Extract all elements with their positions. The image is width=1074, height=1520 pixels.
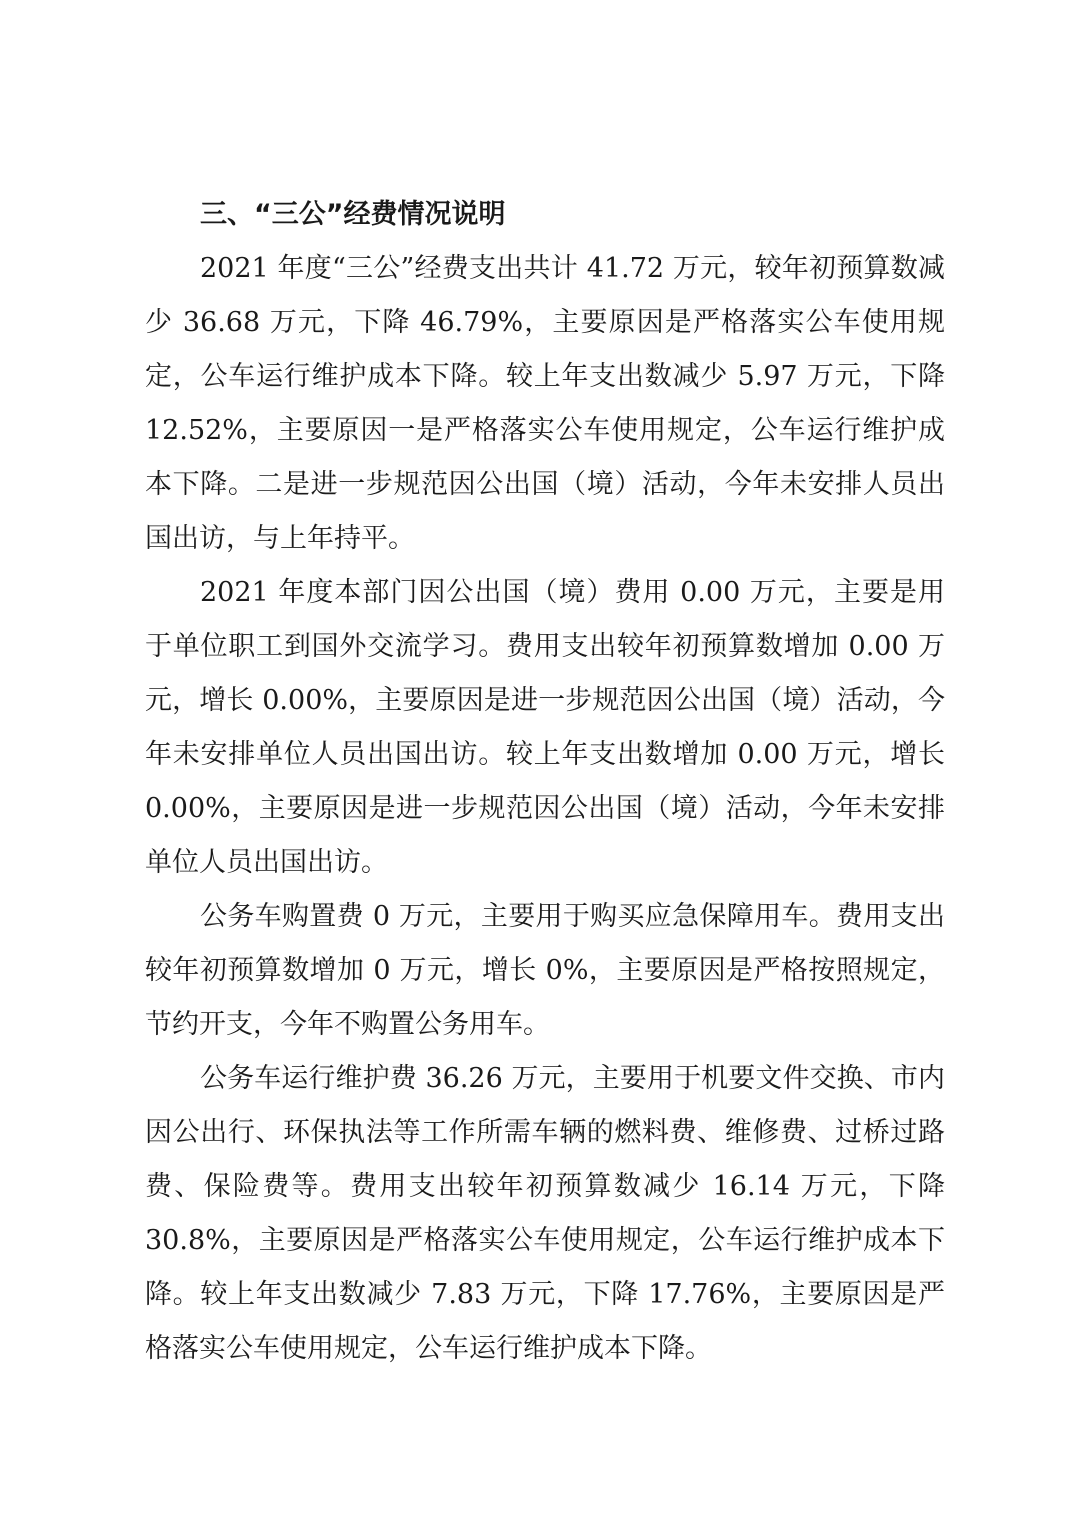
paragraph-overview: 2021 年度“三公”经费支出共计 41.72 万元，较年初预算数减少 36.68 万元，下降 46.79%，主要原因是严格落实公车使用规定，公车运行维护成本下降。较上年支出数减少 5.97 万元，下降 12.52%，主要原因一是严格落实公车使用规定，公车运行维护成本下降。二是进一步规范因公出国（境）活动，今年未安排人员出国出访，与上年持平。 [145, 253, 945, 554]
section-heading: 三、“三公”经费情况说明 [200, 199, 506, 230]
paragraph-overseas-travel: 2021 年度本部门因公出国（境）费用 0.00 万元，主要是用于单位职工到国外交流学习。费用支出较年初预算数增加 0.00 万元，增长 0.00%，主要原因是进一步规范因公出国（境）活动，今年未安排单位人员出国出访。较上年支出数增加 0.00 万元，增长 0.00%，主要原因是进一步规范因公出国（境）活动，今年未安排单位人员出国出访。 [145, 577, 945, 878]
paragraph-vehicle-maintenance: 公务车运行维护费 36.26 万元，主要用于机要文件交换、市内因公出行、环保执法等工作所需车辆的燃料费、维修费、过桥过路费、保险费等。费用支出较年初预算数减少 16.14 万元，下降 30.8%，主要原因是严格落实公车使用规定，公车运行维护成本下降。较上年支出数减少 7.83 万元，下降 17.76%，主要原因是严格落实公车使用规定，公车运行维护成本下降。 [145, 1063, 945, 1364]
document-body [145, 188, 945, 1376]
paragraph-vehicle-purchase: 公务车购置费 0 万元，主要用于购买应急保障用车。费用支出较年初预算数增加 0 万元，增长 0%，主要原因是严格按照规定，节约开支，今年不购置公务用车。 [145, 901, 945, 1040]
